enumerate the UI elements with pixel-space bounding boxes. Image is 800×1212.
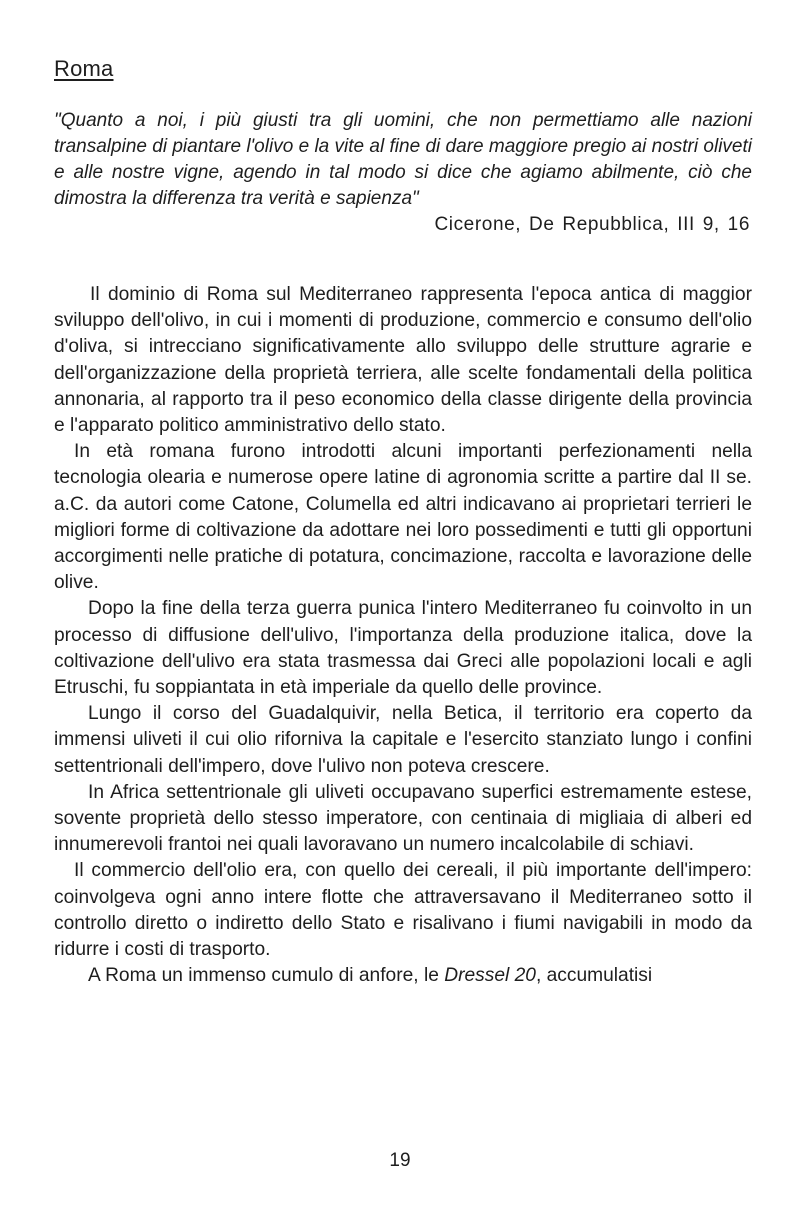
amphora-type-emphasis: Dressel 20: [444, 965, 536, 987]
section-heading: Roma: [54, 56, 114, 81]
paragraph-last-tail: , accumulatisi: [535, 965, 653, 987]
paragraph: Il dominio di Roma sul Mediterraneo rappresenta l'epoca antica di maggior sviluppo dell'olivo, in cui i momenti di produzione, commercio e consumo dell'olio d'oliva, si intrecciano significativamente allo sviluppo delle strutture agrarie e dell'organizzazione della proprietà terriera, alle scelte fondamentali della politica annonaria, al rapporto tra il peso economico della classe dirigente della provincia e l'apparato politico amministrativo dello stato.: [54, 284, 752, 437]
page-number: 19: [389, 1150, 411, 1171]
paragraph-last-text: A Roma un immenso cumulo di anfore, le: [88, 965, 445, 987]
paragraph: In età romana furono introdotti alcuni importanti perfezionamenti nella tecnologia olearia e numerose opere latine di agronomia scritte a partire dal II se. a.C. da autori come Catone, Columella ed altri indicavano ai proprietari terrieri le migliori forme di coltivazione da adottare nei loro possedimenti e tutti gli opportuni accorgimenti nelle pratiche di potatura, concimazione, raccolta e lavorazione delle olive.: [54, 441, 752, 594]
epigraph-citation: Cicerone, De Repubblica, III 9, 16: [434, 214, 750, 235]
paragraph: Lungo il corso del Guadalquivir, nella Betica, il territorio era coperto da immensi uliveti il cui olio riforniva la capitale e l'esercito stanziato lungo i confini settentrionali dell'impero, dove l'ulivo non poteva crescere.: [54, 703, 752, 777]
paragraph: Il commercio dell'olio era, con quello dei cereali, il più importante dell'impero: coinvolgeva ogni anno intere flotte che attraversavano il Mediterraneo sotto il controllo diretto o indiretto dello Stato e risalivano i fiumi navigabili in modo da ridurre i costi di trasporto.: [54, 860, 752, 961]
paragraph: Dopo la fine della terza guerra punica l'intero Mediterraneo fu coinvolto in un processo di diffusione dell'ulivo, l'importanza della produzione italica, dove la coltivazione dell'ulivo era stata trasmessa dai Greci alle popolazioni locali e agli Etruschi, fu soppiantata in età imperiale da quello delle province.: [54, 598, 752, 699]
paragraph: In Africa settentrionale gli uliveti occupavano superfici estremamente estese, sovente proprietà dello stesso imperatore, con centinaia di migliaia di alberi ed innumerevoli frantoi nei quali lavoravano un numero incalcolabile di schiavi.: [54, 781, 752, 856]
body-text: [54, 282, 752, 989]
paragraph-last: [54, 963, 752, 989]
epigraph-quote: "Quanto a noi, i più giusti tra gli uomini, che non permettiamo alle nazioni transalpine di piantare l'olivo e la vite al fine di dare maggiore pregio ai nostri oliveti e alle nostre vigne, agendo in tal modo si dice che agiamo abilmente, ciò che dimostra la differenza tra verità e sapienza": [54, 110, 752, 209]
